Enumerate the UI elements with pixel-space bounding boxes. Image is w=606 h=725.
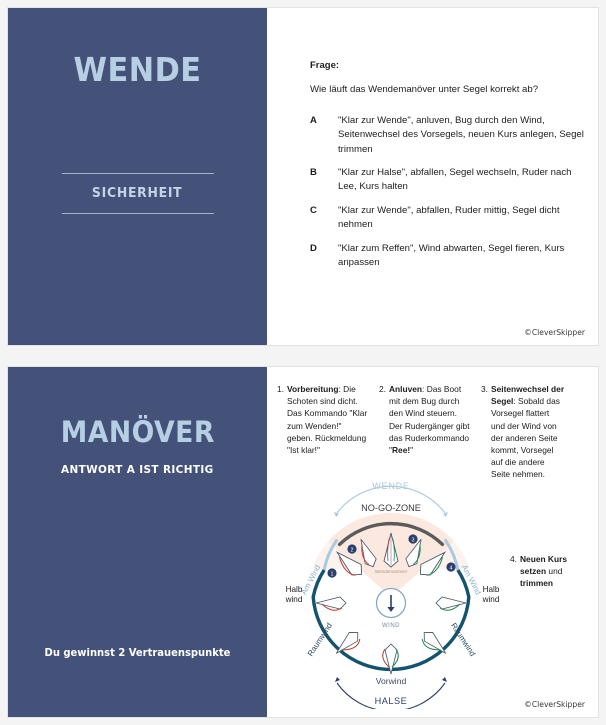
step-number: 1. <box>277 384 284 394</box>
wendemanoever-label: Wendemanöver <box>374 569 408 574</box>
boat-number-marker-2 <box>347 544 356 553</box>
step-heading: Neuen Kurs setzen <box>520 554 568 577</box>
answer-option-b[interactable] <box>310 166 584 195</box>
step-body: Seitenwechsel der Segel: Sobald das Vorsegel flattert und der Wind von der anderen Seite kommt, Vorsegel auf die andere Seite nehmen. <box>491 384 565 480</box>
question-body <box>310 60 584 279</box>
answer-option-c[interactable] <box>310 204 584 233</box>
step-heading: Seitenwechsel der Segel <box>491 384 565 407</box>
wende-arrow-left <box>334 512 339 517</box>
question-card-category-block <box>8 173 267 214</box>
points-of-sail-diagram <box>279 477 504 709</box>
answer-option-key: D <box>310 242 317 254</box>
answer-option-d[interactable] <box>310 242 584 271</box>
explanation-step-4 <box>506 553 594 590</box>
am-wind-right-label: Am Wind <box>459 563 483 597</box>
question-card-category: SICHERHEIT <box>92 185 183 201</box>
step-heading: Anluven <box>389 384 423 394</box>
step-body: Anluven: Das Boot mit dem Bug durch den Wind steuern. Der Rudergänger gibt das Ruderkommando "Ree!" <box>389 384 470 455</box>
step-body: Neuen Kurs setzen und trimmen <box>520 554 568 589</box>
step-number: 4. <box>510 554 517 564</box>
wende-arrow-right <box>443 512 448 517</box>
explanation-step-2 <box>375 383 471 481</box>
answer-option-text: "Klar zur Wende", anluven, Bug durch den Wind, Seitenwechsel des Vorsegels, neuen Kurs anlegen, Segel trimmen <box>338 114 584 155</box>
halb-wind-right-label: Halb wind <box>482 585 500 605</box>
diagram-svg <box>279 477 504 709</box>
marker-label-1: 1 <box>330 571 334 578</box>
question-card-right-panel <box>267 8 598 345</box>
question-card-left-panel <box>8 8 267 345</box>
answer-card <box>8 367 598 717</box>
step-emphasis: Ree! <box>391 444 411 455</box>
explanation-steps <box>273 383 594 481</box>
question-text: Wie läuft das Wendemanöver unter Segel korrekt ab? <box>310 84 539 95</box>
copyright-notice: ©CleverSkipper <box>524 328 585 337</box>
answer-option-text: "Klar zur Wende", abfallen, Ruder mittig, Segel dicht nehmen <box>338 204 560 231</box>
boat-beam-reach-right <box>436 597 466 610</box>
explanation-step-3 <box>477 383 565 481</box>
question-label: Frage: <box>310 60 340 71</box>
raumwind-right-label: Raumwind <box>449 621 478 658</box>
step-number: 3. <box>481 384 488 394</box>
answer-option-key: A <box>310 114 317 126</box>
vorwind-label: Vorwind <box>375 676 407 686</box>
step-number: 2. <box>379 384 386 394</box>
divider-bottom <box>62 213 214 214</box>
answer-option-text: "Klar zur Halse", abfallen, Segel wechseln, Ruder nach Lee, Kurs halten <box>338 167 572 193</box>
correct-answer-banner: ANTWORT A IST RICHTIG <box>61 463 214 476</box>
boat-number-marker-1 <box>327 568 336 577</box>
boat-number-marker-3 <box>408 534 417 543</box>
marker-label-2: 2 <box>350 547 354 554</box>
halb-wind-left-label: Halb wind <box>285 585 303 605</box>
answer-option-key: C <box>310 204 317 216</box>
question-card <box>8 8 598 345</box>
answer-option-text: "Klar zum Reffen", Wind abwarten, Segel fieren, Kurs anpassen <box>338 242 565 268</box>
answer-option-a[interactable] <box>310 114 584 157</box>
step-body: Vorbereitung: Die Schoten sind dicht. Das Kommando "Klar zum Wenden!" geben. Rückmeldung "Ist klar!" <box>287 384 368 455</box>
halse-arrow-right <box>442 677 447 682</box>
answer-options-list <box>310 114 584 271</box>
question-card-title: WENDE <box>73 50 202 89</box>
marker-label-4: 4 <box>449 565 453 572</box>
am-wind-left-label: Am Wind <box>299 563 323 597</box>
boat-number-marker-4 <box>446 562 455 571</box>
step-emphasis: trimmen <box>520 578 554 589</box>
explanation-step-1 <box>273 383 369 481</box>
copyright-notice: ©CleverSkipper <box>524 700 585 709</box>
reward-text: Du gewinnst 2 Vertrauenspunkte <box>44 647 231 659</box>
answer-option-key: B <box>310 167 317 179</box>
boat-beam-reach-left <box>316 597 346 610</box>
halse-label: HALSE <box>374 696 408 706</box>
marker-label-3: 3 <box>411 537 415 544</box>
wind-center-label: WIND <box>382 623 400 629</box>
no-go-zone-label: NO-GO-ZONE <box>361 503 421 513</box>
halse-arrow-left <box>335 677 340 682</box>
raumwind-left-label: Raumwind <box>305 621 334 658</box>
answer-card-title: MANÖVER <box>60 415 215 449</box>
answer-card-right-panel <box>267 367 598 717</box>
step-heading: Vorbereitung <box>287 384 339 394</box>
wende-label: WENDE <box>372 481 410 491</box>
answer-card-left-panel <box>8 367 267 717</box>
